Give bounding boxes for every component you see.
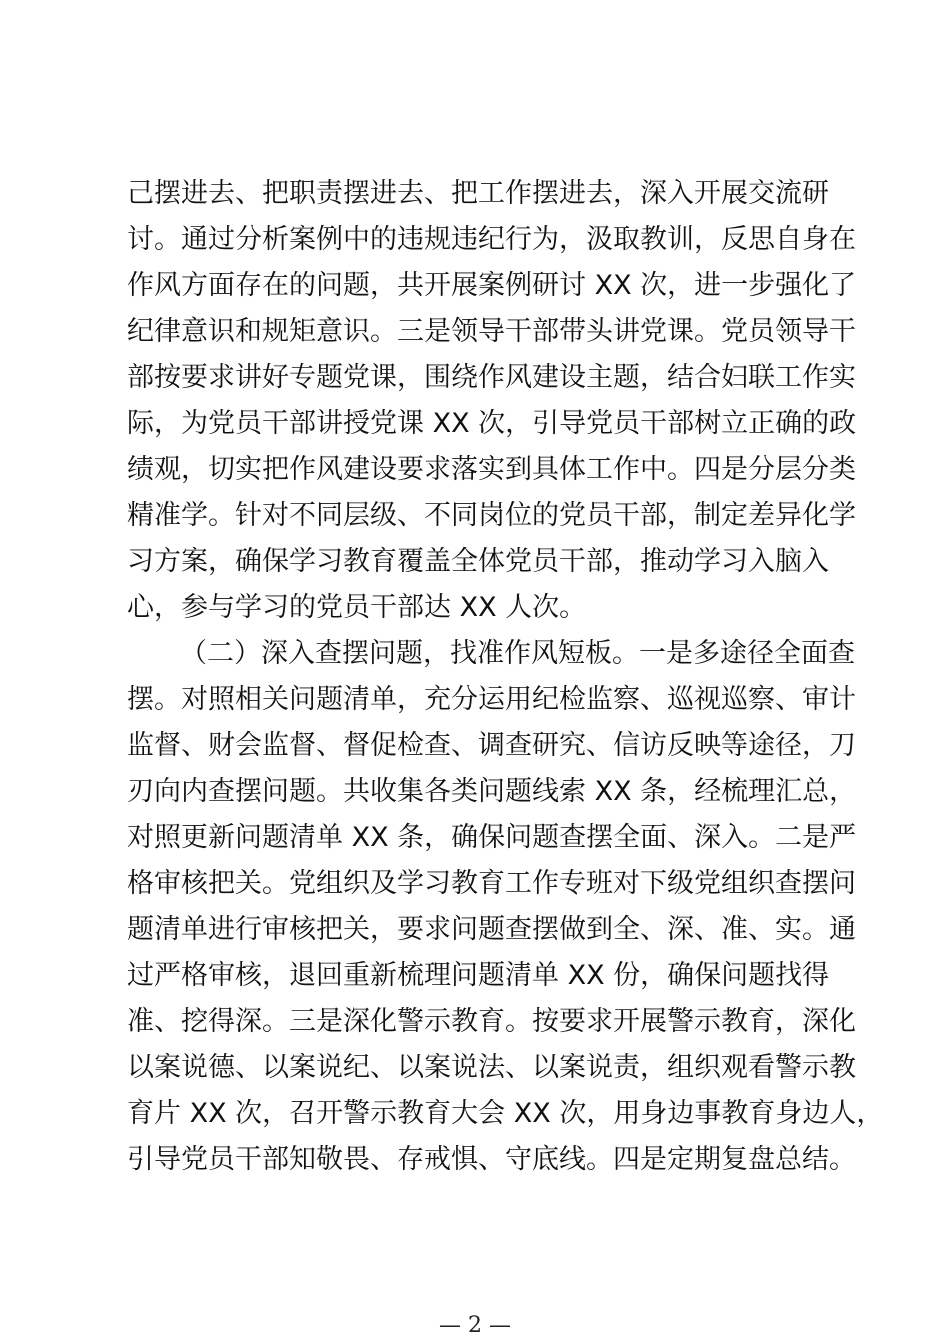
paragraph-line: 准、挖得深。三是深化警示教育。按要求开展警示教育，深化 xyxy=(127,1006,856,1037)
paragraph-line: 心，参与学习的党员干部达 XX 人次。 xyxy=(127,592,587,623)
paragraph-line: 对照更新问题清单 XX 条，确保问题查摆全面、深入。二是严 xyxy=(127,822,857,853)
paragraph-line: 纪律意识和规矩意识。三是领导干部带头讲党课。党员领导干 xyxy=(127,316,856,347)
paragraph-line: 过严格审核，退回重新梳理问题清单 XX 份，确保问题找得 xyxy=(127,960,830,991)
paragraph-line: 题清单进行审核把关，要求问题查摆做到全、深、准、实。通 xyxy=(127,914,856,945)
paragraph-line: 精准学。针对不同层级、不同岗位的党员干部，制定差异化学 xyxy=(127,500,856,531)
paragraph-line: 部按要求讲好专题党课，围绕作风建设主题，结合妇联工作实 xyxy=(127,362,856,393)
paragraph-line: 监督、财会监督、督促检查、调查研究、信访反映等途径，刀 xyxy=(127,730,856,761)
section-heading-line: （二）深入查摆问题，找准作风短板。一是多途径全面查 xyxy=(180,638,855,669)
paragraph-line: 摆。对照相关问题清单，充分运用纪检监察、巡视巡察、审计 xyxy=(127,684,856,715)
paragraph-line: 作风方面存在的问题，共开展案例研讨 XX 次，进一步强化了 xyxy=(127,270,857,301)
paragraph-line: 以案说德、以案说纪、以案说法、以案说责，组织观看警示教 xyxy=(127,1052,856,1083)
paragraph-line: 讨。通过分析案例中的违规违纪行为，汲取教训，反思自身在 xyxy=(127,224,856,255)
paragraph-line: 刃向内查摆问题。共收集各类问题线索 XX 条，经梳理汇总， xyxy=(127,776,857,807)
paragraph-line: 己摆进去、把职责摆进去、把工作摆进去，深入开展交流研 xyxy=(127,178,829,209)
paragraph-line: 际，为党员干部讲授党课 XX 次，引导党员干部树立正确的政 xyxy=(127,408,857,439)
page-number: — 2 — xyxy=(439,1313,511,1338)
paragraph-line: 引导党员干部知敬畏、存戒惧、守底线。四是定期复盘总结。 xyxy=(127,1144,856,1175)
paragraph-line: 绩观，切实把作风建设要求落实到具体工作中。四是分层分类 xyxy=(127,454,856,485)
paragraph-line: 格审核把关。党组织及学习教育工作专班对下级党组织查摆问 xyxy=(127,868,856,899)
paragraph-line: 育片 XX 次，召开警示教育大会 XX 次，用身边事教育身边人， xyxy=(127,1098,884,1129)
paragraph-line: 习方案，确保学习教育覆盖全体党员干部，推动学习入脑入 xyxy=(127,546,829,577)
